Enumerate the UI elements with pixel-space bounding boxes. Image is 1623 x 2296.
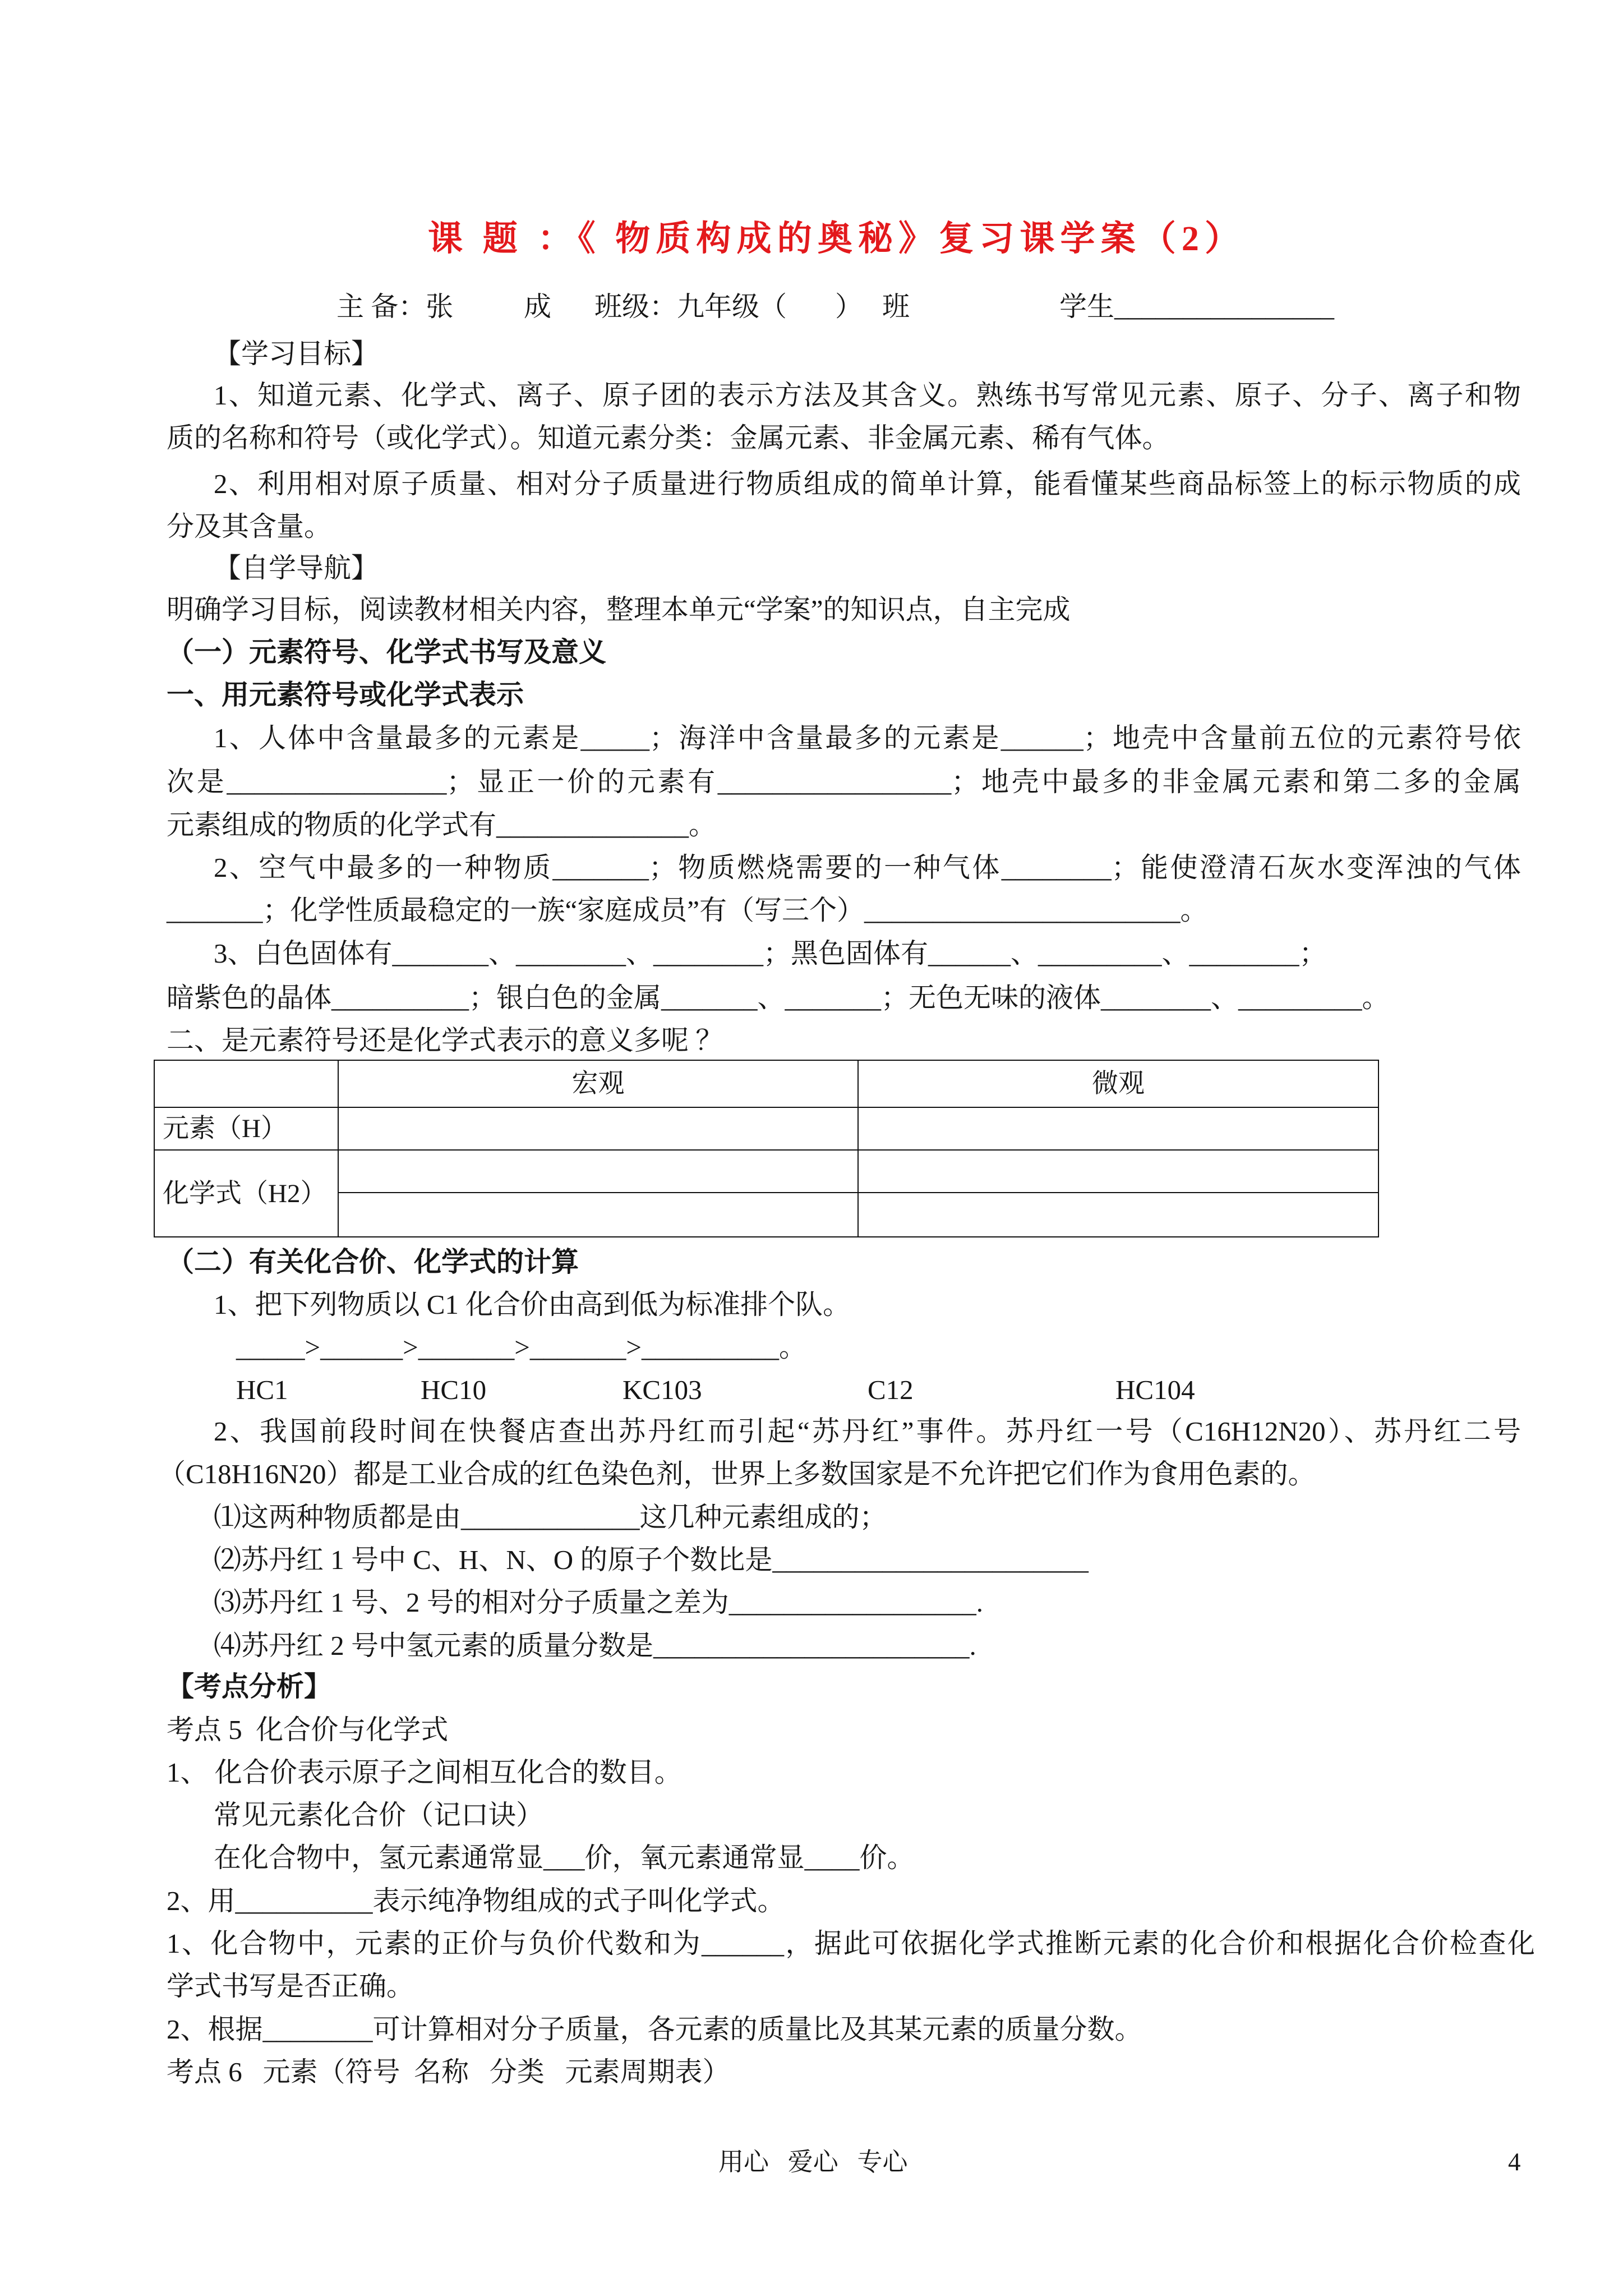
question-line: 次是________________；显正一价的元素有_________________；地壳中最多的非金属元素和第二多的金属 xyxy=(167,766,1521,797)
table-answer-cell xyxy=(338,1107,858,1150)
q1-text: 1、把下列物质以 C1 化合价由高到低为标准排个队。 xyxy=(214,1289,851,1320)
class-paren-close: ） xyxy=(835,291,863,322)
formula-item: HC10 xyxy=(421,1374,487,1405)
table-row-label: 元素（H） xyxy=(154,1107,338,1150)
formula-item: C12 xyxy=(868,1374,914,1405)
objective-line: 分及其含量。 xyxy=(167,511,332,542)
formula-item: HC104 xyxy=(1115,1374,1195,1405)
formula-item: HC1 xyxy=(236,1374,288,1405)
point5-line: 在化合物中，氢元素通常显___价，氧元素通常显____价。 xyxy=(214,1842,915,1873)
point6-title: 考点 6 元素（符号 名称 分类 元素周期表） xyxy=(167,2056,730,2087)
question-line: 3、白色固体有_______、________、________；黑色固体有______、_________、________； xyxy=(214,938,1327,969)
q2-sub-question: ⑷苏丹红 2 号中氢元素的质量分数是_______________________. xyxy=(214,1630,976,1661)
table-answer-cell xyxy=(858,1193,1378,1237)
table-row xyxy=(154,1150,1378,1193)
analysis-heading: 【考点分析】 xyxy=(167,1671,332,1702)
point5-title: 考点 5 化合价与化学式 xyxy=(167,1714,449,1745)
objective-line: 质的名称和符号（或化学式）。知道元素分类：金属元素、非金属元素、稀有气体。 xyxy=(167,422,1170,453)
class-suffix: 班 xyxy=(882,291,910,322)
table-row xyxy=(154,1193,1378,1237)
point5-line: 2、根据________可计算相对分子质量，各元素的质量比及其某元素的质量分数。 xyxy=(167,2014,1142,2045)
preparer-name-end: 成 xyxy=(524,291,552,322)
point5-line: 常见元素化合价（记口诀） xyxy=(214,1800,544,1830)
table-row-label: 化学式（H2） xyxy=(154,1150,338,1237)
question-line: 元素组成的物质的化学式有______________。 xyxy=(167,809,717,840)
page-title: 课 题 ：《 物质构成的奥秘》复习课学案（2） xyxy=(428,220,1239,258)
objective-line: 2、利用相对原子质量、相对分子质量进行物质组成的简单计算，能看懂某些商品标签上的标示物质的成 xyxy=(214,468,1521,499)
meaning-table xyxy=(154,1060,1379,1237)
question-line: _______；化学性质最稳定的一族“家庭成员”有（写三个）_______________________。 xyxy=(167,895,1208,926)
page-number: 4 xyxy=(1508,2148,1521,2176)
q2-sub-question: ⑴这两种物质都是由_____________这几种元素组成的； xyxy=(214,1502,887,1533)
objective-line: 1、知道元素、化学式、离子、原子团的表示方法及其含义。熟练书写常见元素、原子、分子、离子和物 xyxy=(214,380,1521,411)
point5-line: 1、 化合价表示原子之间相互化合的数目。 xyxy=(167,1757,682,1788)
table-answer-cell xyxy=(338,1193,858,1237)
symbols-heading: 一、用元素符号或化学式表示 xyxy=(167,679,524,710)
preparer-label: 主 备：张 xyxy=(336,291,454,322)
table-answer-cell xyxy=(338,1150,858,1193)
q2-sub-question: ⑵苏丹红 1 号中 C、H、N、O 的原子个数比是_______________________ xyxy=(214,1544,1089,1575)
class-label: 班级：九年级（ xyxy=(594,291,787,322)
q2-line: 2、我国前段时间在快餐店查出苏丹红而引起“苏丹红”事件。苏丹红一号（C16H12N20）、苏丹红二号 xyxy=(214,1416,1521,1447)
q1-order-blanks: _____>______>_______>_______>__________。 xyxy=(236,1332,807,1363)
question-line: 1、人体中含量最多的元素是_____；海洋中含量最多的元素是______；地壳中含量前五位的元素符号依 xyxy=(214,723,1521,753)
part1-heading: （一）元素符号、化学式书写及意义 xyxy=(167,637,607,668)
student-label: 学生________________ xyxy=(1059,291,1335,322)
objectives-heading: 【学习目标】 xyxy=(214,338,379,369)
formula-item: KC103 xyxy=(623,1374,702,1405)
table-corner-cell xyxy=(154,1060,338,1107)
table-header-micro: 微观 xyxy=(858,1060,1378,1107)
question-line: 2、空气中最多的一种物质_______；物质燃烧需要的一种气体________；能使澄清石灰水变浑浊的气体 xyxy=(214,852,1521,883)
self-study-heading: 【自学导航】 xyxy=(214,553,379,583)
q2-sub-question: ⑶苏丹红 1 号、2 号的相对分子质量之差为__________________. xyxy=(214,1587,984,1618)
table-answer-cell xyxy=(858,1150,1378,1193)
table-answer-cell xyxy=(858,1107,1378,1150)
table-header-row xyxy=(154,1060,1378,1107)
question-line: 暗紫色的晶体__________；银白色的金属_______、_______；无色无味的液体________、_________。 xyxy=(167,982,1390,1013)
point5-line: 2、用__________表示纯净物组成的式子叫化学式。 xyxy=(167,1885,785,1916)
q2-line: （C18H16N20）都是工业合成的红色染色剂，世界上多数国家是不允许把它们作为食用色素的。 xyxy=(158,1458,1316,1489)
part2-heading: （二）有关化合价、化学式的计算 xyxy=(167,1246,579,1277)
point5-line: 1、化合物中，元素的正价与负价代数和为______，据此可依据化学式推断元素的化合价和根据化合价检查化 xyxy=(167,1928,1535,1959)
table-header-macro: 宏观 xyxy=(338,1060,858,1107)
table-row xyxy=(154,1107,1378,1150)
point5-line: 学式书写是否正确。 xyxy=(167,1971,414,2001)
self-study-intro: 明确学习目标，阅读教材相关内容，整理本单元“学案”的知识点，自主完成 xyxy=(167,594,1071,625)
meaning-heading: 二、是元素符号还是化学式表示的意义多呢 ？ xyxy=(167,1025,723,1056)
footer-motto: 用心 爱心 专心 xyxy=(718,2148,908,2176)
